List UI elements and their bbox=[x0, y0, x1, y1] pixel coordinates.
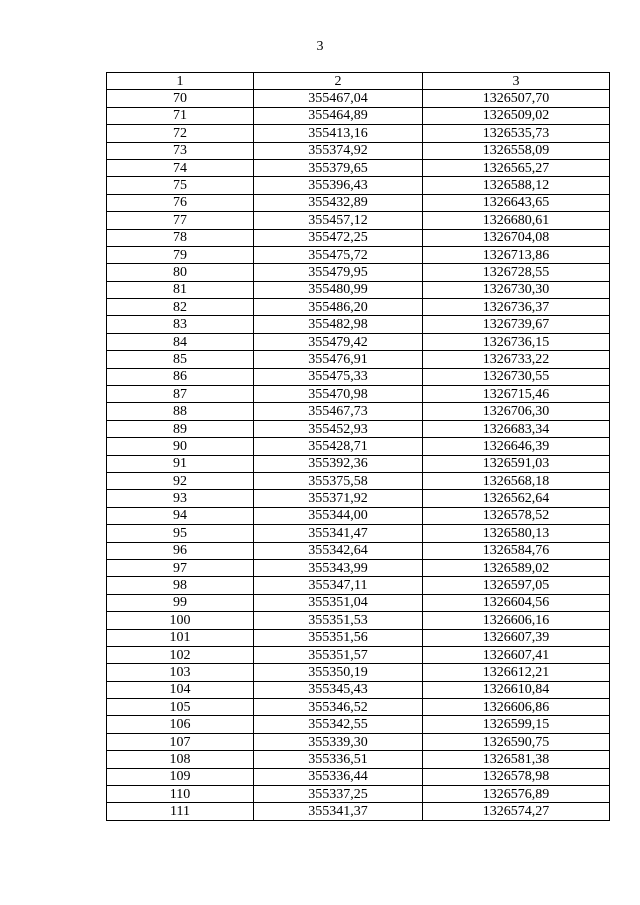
point-number-cell: 91 bbox=[107, 455, 254, 472]
point-number-cell: 81 bbox=[107, 281, 254, 298]
y-coordinate-cell: 1326736,15 bbox=[423, 333, 610, 350]
y-coordinate-cell: 1326589,02 bbox=[423, 559, 610, 576]
y-coordinate-cell: 1326739,67 bbox=[423, 316, 610, 333]
point-number-cell: 105 bbox=[107, 699, 254, 716]
y-coordinate-cell: 1326733,22 bbox=[423, 351, 610, 368]
y-coordinate-cell: 1326730,30 bbox=[423, 281, 610, 298]
x-coordinate-cell: 355336,51 bbox=[254, 751, 423, 768]
point-number-cell: 95 bbox=[107, 525, 254, 542]
x-coordinate-cell: 355480,99 bbox=[254, 281, 423, 298]
table-row bbox=[107, 142, 610, 159]
x-coordinate-cell: 355342,64 bbox=[254, 542, 423, 559]
point-number-cell: 109 bbox=[107, 768, 254, 785]
point-number-cell: 73 bbox=[107, 142, 254, 159]
x-coordinate-cell: 355342,55 bbox=[254, 716, 423, 733]
y-coordinate-cell: 1326568,18 bbox=[423, 472, 610, 489]
table-row bbox=[107, 403, 610, 420]
x-coordinate-cell: 355375,58 bbox=[254, 472, 423, 489]
x-coordinate-cell: 355343,99 bbox=[254, 559, 423, 576]
x-coordinate-cell: 355486,20 bbox=[254, 299, 423, 316]
point-number-cell: 88 bbox=[107, 403, 254, 420]
y-coordinate-cell: 1326565,27 bbox=[423, 159, 610, 176]
x-coordinate-cell: 355457,12 bbox=[254, 212, 423, 229]
table-row bbox=[107, 333, 610, 350]
y-coordinate-cell: 1326606,86 bbox=[423, 699, 610, 716]
point-number-cell: 74 bbox=[107, 159, 254, 176]
x-coordinate-cell: 355464,89 bbox=[254, 107, 423, 124]
x-coordinate-cell: 355392,36 bbox=[254, 455, 423, 472]
y-coordinate-cell: 1326509,02 bbox=[423, 107, 610, 124]
y-coordinate-cell: 1326558,09 bbox=[423, 142, 610, 159]
x-coordinate-cell: 355479,95 bbox=[254, 264, 423, 281]
table-row bbox=[107, 664, 610, 681]
table-row bbox=[107, 768, 610, 785]
table-row bbox=[107, 699, 610, 716]
table-row bbox=[107, 629, 610, 646]
y-coordinate-cell: 1326606,16 bbox=[423, 612, 610, 629]
table-row bbox=[107, 455, 610, 472]
x-coordinate-cell: 355467,04 bbox=[254, 90, 423, 107]
y-coordinate-cell: 1326578,98 bbox=[423, 768, 610, 785]
point-number-cell: 102 bbox=[107, 646, 254, 663]
y-coordinate-cell: 1326607,41 bbox=[423, 646, 610, 663]
point-number-cell: 111 bbox=[107, 803, 254, 820]
x-coordinate-cell: 355351,04 bbox=[254, 594, 423, 611]
point-number-cell: 84 bbox=[107, 333, 254, 350]
point-number-cell: 98 bbox=[107, 577, 254, 594]
table-row bbox=[107, 229, 610, 246]
y-coordinate-cell: 1326730,55 bbox=[423, 368, 610, 385]
x-coordinate-cell: 355467,73 bbox=[254, 403, 423, 420]
point-number-cell: 85 bbox=[107, 351, 254, 368]
table-row bbox=[107, 733, 610, 750]
x-coordinate-cell: 355336,44 bbox=[254, 768, 423, 785]
x-coordinate-cell: 355341,37 bbox=[254, 803, 423, 820]
page-number: 3 bbox=[316, 39, 324, 54]
point-number-cell: 110 bbox=[107, 786, 254, 803]
x-coordinate-cell: 355428,71 bbox=[254, 438, 423, 455]
x-coordinate-cell: 355452,93 bbox=[254, 420, 423, 437]
table-row bbox=[107, 420, 610, 437]
x-coordinate-cell: 355351,57 bbox=[254, 646, 423, 663]
table-row bbox=[107, 212, 610, 229]
table-row bbox=[107, 90, 610, 107]
y-coordinate-cell: 1326604,56 bbox=[423, 594, 610, 611]
x-coordinate-cell: 355413,16 bbox=[254, 125, 423, 142]
point-number-cell: 79 bbox=[107, 246, 254, 263]
x-coordinate-cell: 355341,47 bbox=[254, 525, 423, 542]
table-row bbox=[107, 472, 610, 489]
table-row bbox=[107, 125, 610, 142]
point-number-cell: 97 bbox=[107, 559, 254, 576]
y-coordinate-cell: 1326574,27 bbox=[423, 803, 610, 820]
table-row bbox=[107, 751, 610, 768]
point-number-cell: 76 bbox=[107, 194, 254, 211]
point-number-cell: 75 bbox=[107, 177, 254, 194]
x-coordinate-cell: 355350,19 bbox=[254, 664, 423, 681]
table-body bbox=[107, 90, 610, 820]
x-coordinate-cell: 355475,33 bbox=[254, 368, 423, 385]
x-coordinate-cell: 355476,91 bbox=[254, 351, 423, 368]
point-number-cell: 99 bbox=[107, 594, 254, 611]
table-header-row bbox=[107, 73, 610, 90]
point-number-cell: 80 bbox=[107, 264, 254, 281]
y-coordinate-cell: 1326584,76 bbox=[423, 542, 610, 559]
coordinates-table bbox=[106, 72, 610, 821]
x-coordinate-cell: 355351,53 bbox=[254, 612, 423, 629]
x-coordinate-cell: 355339,30 bbox=[254, 733, 423, 750]
y-coordinate-cell: 1326597,05 bbox=[423, 577, 610, 594]
y-coordinate-cell: 1326599,15 bbox=[423, 716, 610, 733]
y-coordinate-cell: 1326535,73 bbox=[423, 125, 610, 142]
point-number-cell: 83 bbox=[107, 316, 254, 333]
x-coordinate-cell: 355475,72 bbox=[254, 246, 423, 263]
x-coordinate-cell: 355346,52 bbox=[254, 699, 423, 716]
table-row bbox=[107, 786, 610, 803]
y-coordinate-cell: 1326643,65 bbox=[423, 194, 610, 211]
y-coordinate-cell: 1326507,70 bbox=[423, 90, 610, 107]
point-number-cell: 101 bbox=[107, 629, 254, 646]
point-number-cell: 107 bbox=[107, 733, 254, 750]
table-row bbox=[107, 490, 610, 507]
x-coordinate-cell: 355345,43 bbox=[254, 681, 423, 698]
x-coordinate-cell: 355337,25 bbox=[254, 786, 423, 803]
point-number-cell: 86 bbox=[107, 368, 254, 385]
table-row bbox=[107, 194, 610, 211]
y-coordinate-cell: 1326680,61 bbox=[423, 212, 610, 229]
table-row bbox=[107, 525, 610, 542]
y-coordinate-cell: 1326715,46 bbox=[423, 386, 610, 403]
x-coordinate-cell: 355482,98 bbox=[254, 316, 423, 333]
table-row bbox=[107, 316, 610, 333]
table-row bbox=[107, 246, 610, 263]
x-coordinate-cell: 355347,11 bbox=[254, 577, 423, 594]
table-row bbox=[107, 281, 610, 298]
point-number-cell: 100 bbox=[107, 612, 254, 629]
y-coordinate-cell: 1326581,38 bbox=[423, 751, 610, 768]
table-row bbox=[107, 594, 610, 611]
y-coordinate-cell: 1326590,75 bbox=[423, 733, 610, 750]
table-row bbox=[107, 438, 610, 455]
table-row bbox=[107, 299, 610, 316]
y-coordinate-cell: 1326576,89 bbox=[423, 786, 610, 803]
x-coordinate-cell: 355479,42 bbox=[254, 333, 423, 350]
point-number-cell: 72 bbox=[107, 125, 254, 142]
y-coordinate-cell: 1326728,55 bbox=[423, 264, 610, 281]
column-header-1: 1 bbox=[107, 73, 254, 90]
y-coordinate-cell: 1326591,03 bbox=[423, 455, 610, 472]
table-row bbox=[107, 264, 610, 281]
y-coordinate-cell: 1326683,34 bbox=[423, 420, 610, 437]
point-number-cell: 78 bbox=[107, 229, 254, 246]
x-coordinate-cell: 355351,56 bbox=[254, 629, 423, 646]
table-row bbox=[107, 559, 610, 576]
table-row bbox=[107, 507, 610, 524]
y-coordinate-cell: 1326588,12 bbox=[423, 177, 610, 194]
point-number-cell: 108 bbox=[107, 751, 254, 768]
table-row bbox=[107, 577, 610, 594]
x-coordinate-cell: 355396,43 bbox=[254, 177, 423, 194]
table-row bbox=[107, 351, 610, 368]
point-number-cell: 104 bbox=[107, 681, 254, 698]
table-row bbox=[107, 159, 610, 176]
y-coordinate-cell: 1326580,13 bbox=[423, 525, 610, 542]
point-number-cell: 82 bbox=[107, 299, 254, 316]
point-number-cell: 71 bbox=[107, 107, 254, 124]
point-number-cell: 87 bbox=[107, 386, 254, 403]
table-row bbox=[107, 803, 610, 820]
point-number-cell: 96 bbox=[107, 542, 254, 559]
y-coordinate-cell: 1326612,21 bbox=[423, 664, 610, 681]
y-coordinate-cell: 1326706,30 bbox=[423, 403, 610, 420]
point-number-cell: 106 bbox=[107, 716, 254, 733]
table-row bbox=[107, 646, 610, 663]
x-coordinate-cell: 355374,92 bbox=[254, 142, 423, 159]
y-coordinate-cell: 1326646,39 bbox=[423, 438, 610, 455]
x-coordinate-cell: 355379,65 bbox=[254, 159, 423, 176]
point-number-cell: 70 bbox=[107, 90, 254, 107]
point-number-cell: 92 bbox=[107, 472, 254, 489]
y-coordinate-cell: 1326736,37 bbox=[423, 299, 610, 316]
x-coordinate-cell: 355344,00 bbox=[254, 507, 423, 524]
y-coordinate-cell: 1326713,86 bbox=[423, 246, 610, 263]
point-number-cell: 90 bbox=[107, 438, 254, 455]
y-coordinate-cell: 1326578,52 bbox=[423, 507, 610, 524]
point-number-cell: 94 bbox=[107, 507, 254, 524]
table-row bbox=[107, 386, 610, 403]
table-row bbox=[107, 612, 610, 629]
point-number-cell: 89 bbox=[107, 420, 254, 437]
table-row bbox=[107, 177, 610, 194]
y-coordinate-cell: 1326610,84 bbox=[423, 681, 610, 698]
table-row bbox=[107, 681, 610, 698]
point-number-cell: 77 bbox=[107, 212, 254, 229]
y-coordinate-cell: 1326704,08 bbox=[423, 229, 610, 246]
y-coordinate-cell: 1326607,39 bbox=[423, 629, 610, 646]
point-number-cell: 93 bbox=[107, 490, 254, 507]
table-header bbox=[107, 73, 610, 90]
table-row bbox=[107, 368, 610, 385]
y-coordinate-cell: 1326562,64 bbox=[423, 490, 610, 507]
column-header-2: 2 bbox=[254, 73, 423, 90]
x-coordinate-cell: 355432,89 bbox=[254, 194, 423, 211]
x-coordinate-cell: 355472,25 bbox=[254, 229, 423, 246]
point-number-cell: 103 bbox=[107, 664, 254, 681]
x-coordinate-cell: 355371,92 bbox=[254, 490, 423, 507]
x-coordinate-cell: 355470,98 bbox=[254, 386, 423, 403]
table-row bbox=[107, 542, 610, 559]
column-header-3: 3 bbox=[423, 73, 610, 90]
table-row bbox=[107, 716, 610, 733]
table-row bbox=[107, 107, 610, 124]
